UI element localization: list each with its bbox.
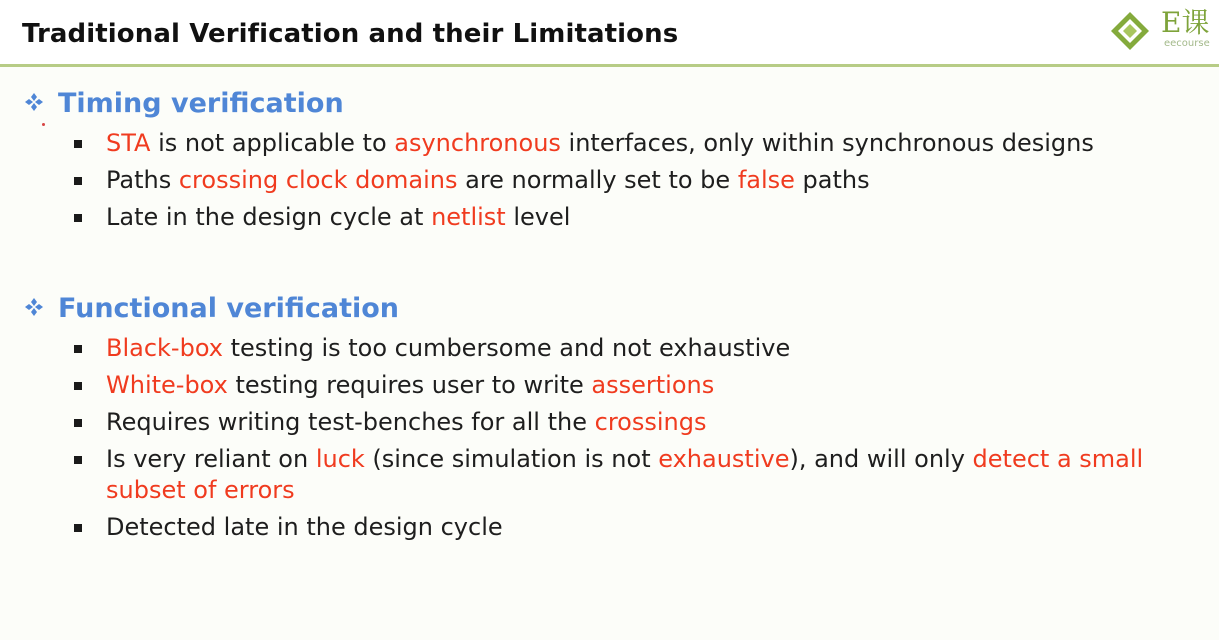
bullet-text: testing is too cumbersome and not exhaustive: [222, 334, 791, 362]
highlighted-text: White-box: [106, 371, 228, 399]
bullet-item: [72, 128, 1182, 159]
highlighted-text: STA: [106, 129, 151, 157]
bullet-list-timing: [72, 128, 1182, 233]
bullet-item: [72, 333, 1182, 364]
logo-text: E课: [1161, 6, 1210, 39]
bullet-item: [72, 444, 1182, 506]
bullet-item: [72, 165, 1182, 196]
highlighted-text: crossings: [594, 408, 707, 436]
red-dot-mark: [42, 123, 45, 126]
brand-logo: [1106, 6, 1219, 50]
bullet-item: [72, 512, 1182, 543]
bullet-text: Is very reliant on: [106, 445, 316, 473]
bullet-text: Paths: [106, 166, 179, 194]
title-bar: [0, 0, 1219, 66]
logo-subtext: eecourse: [1164, 38, 1210, 49]
diamond-bullet-icon: [24, 297, 44, 317]
bullet-text: ), and will only: [789, 445, 973, 473]
bullet-text: Requires writing test-benches for all the: [106, 408, 595, 436]
highlighted-text: Black-box: [106, 334, 223, 362]
bullet-item: [72, 407, 1182, 438]
highlighted-text: detect a small subset of errors: [106, 445, 1144, 504]
section-heading-text: Timing verification: [58, 88, 344, 119]
bullet-text: interfaces, only within synchronous designs: [560, 129, 1094, 157]
bullet-text: Detected late in the design cycle: [106, 513, 503, 541]
title-divider: [0, 64, 1219, 67]
highlighted-text: asynchronous: [394, 129, 561, 157]
slide-title: Traditional Verification and their Limitations: [22, 19, 679, 49]
bullet-text: Late in the design cycle at: [106, 203, 432, 231]
highlighted-text: crossing clock domains: [178, 166, 458, 194]
diamond-bullet-icon: [24, 92, 44, 112]
highlighted-text: false: [737, 166, 795, 194]
highlighted-text: assertions: [591, 371, 715, 399]
bullet-text: (since simulation is not: [364, 445, 659, 473]
section-heading-timing: [24, 88, 344, 119]
bullet-text: are normally set to be: [457, 166, 738, 194]
section-heading-functional: [24, 293, 399, 324]
highlighted-text: luck: [315, 445, 365, 473]
bullet-list-functional: [72, 333, 1182, 543]
bullet-text: testing requires user to write: [227, 371, 592, 399]
bullet-text: paths: [794, 166, 870, 194]
highlighted-text: exhaustive: [658, 445, 790, 473]
bullet-item: [72, 202, 1182, 233]
diamond-logo-icon: [1110, 11, 1150, 51]
section-heading-text: Functional verification: [58, 293, 400, 324]
highlighted-text: netlist: [431, 203, 506, 231]
bullet-item: [72, 370, 1182, 401]
bullet-text: level: [505, 203, 571, 231]
bullet-text: is not applicable to: [150, 129, 395, 157]
